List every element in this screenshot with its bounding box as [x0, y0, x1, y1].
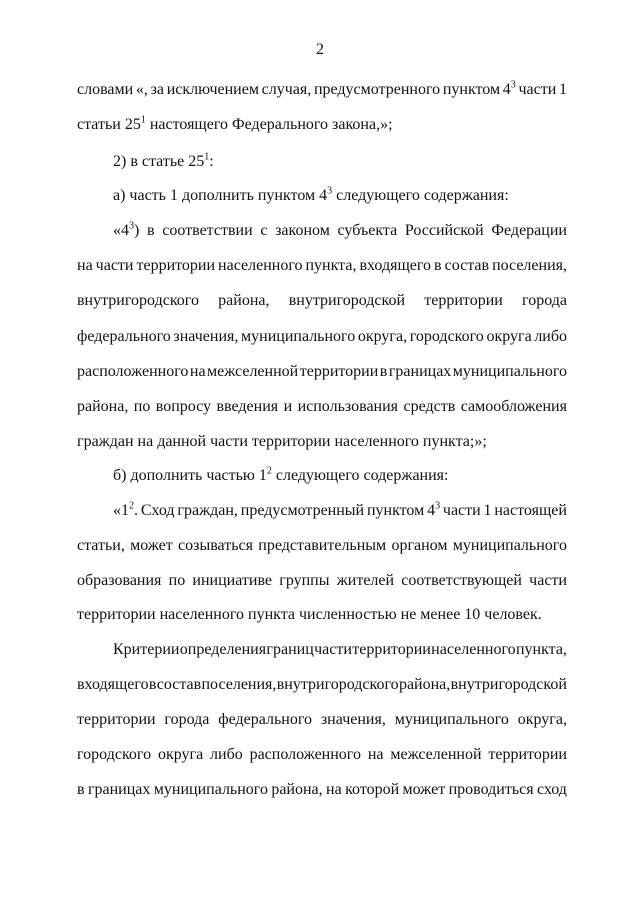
text-line: граждан на данной части территории населенного пункта;»; — [77, 433, 487, 450]
text-line: городского округа либо расположенного на межселенной территории — [77, 746, 567, 763]
text-line: а) часть 1 дополнить пунктом $4^3$ следующего содержания: — [113, 185, 509, 204]
text-line: «$4^3$) в соответствии с законом субъекта Российской Федерации — [113, 220, 567, 239]
text-line: на части территории населенного пункта, входящего в состав поселения, — [77, 257, 567, 274]
text-line: в границах муниципального района, на которой может проводиться сход — [77, 781, 567, 798]
text-line: образования по инициативе группы жителей соответствующей части — [77, 572, 567, 589]
text-line: расположенного на межселенной территории в границах муниципального — [77, 363, 567, 380]
text-line: территории населенного пункта численностью не менее 10 человек. — [77, 606, 542, 623]
text-line: «$1^2$. Сход граждан, предусмотренный пунктом $4^3$ части 1 настоящей — [113, 500, 567, 519]
text-line: Критерии определения границ части территории населенного пункта, — [113, 641, 567, 658]
text-line: статьи $25^1$ настоящего Федерального закона,»; — [77, 114, 393, 133]
text-line: б) дополнить частью $1^2$ следующего содержания: — [113, 465, 449, 484]
text-line: 2) в статье $25^1$: — [113, 151, 214, 170]
page-number: 2 — [316, 41, 324, 58]
text-line: федерального значения, муниципального округа, городского округа либо — [77, 328, 567, 345]
text-line: статьи, может созываться представительным органом муниципального — [77, 537, 567, 554]
text-line: района, по вопросу введения и использования средств самообложения — [77, 398, 567, 415]
text-line: входящего в состав поселения, внутригородского района, внутригородской — [77, 676, 567, 693]
text-line: территории города федерального значения, муниципального округа, — [77, 711, 567, 728]
text-line: словами «, за исключением случая, предусмотренного пунктом $4^3$ части 1 — [77, 79, 567, 98]
text-line: внутригородского района, внутригородской территории города — [77, 292, 567, 309]
